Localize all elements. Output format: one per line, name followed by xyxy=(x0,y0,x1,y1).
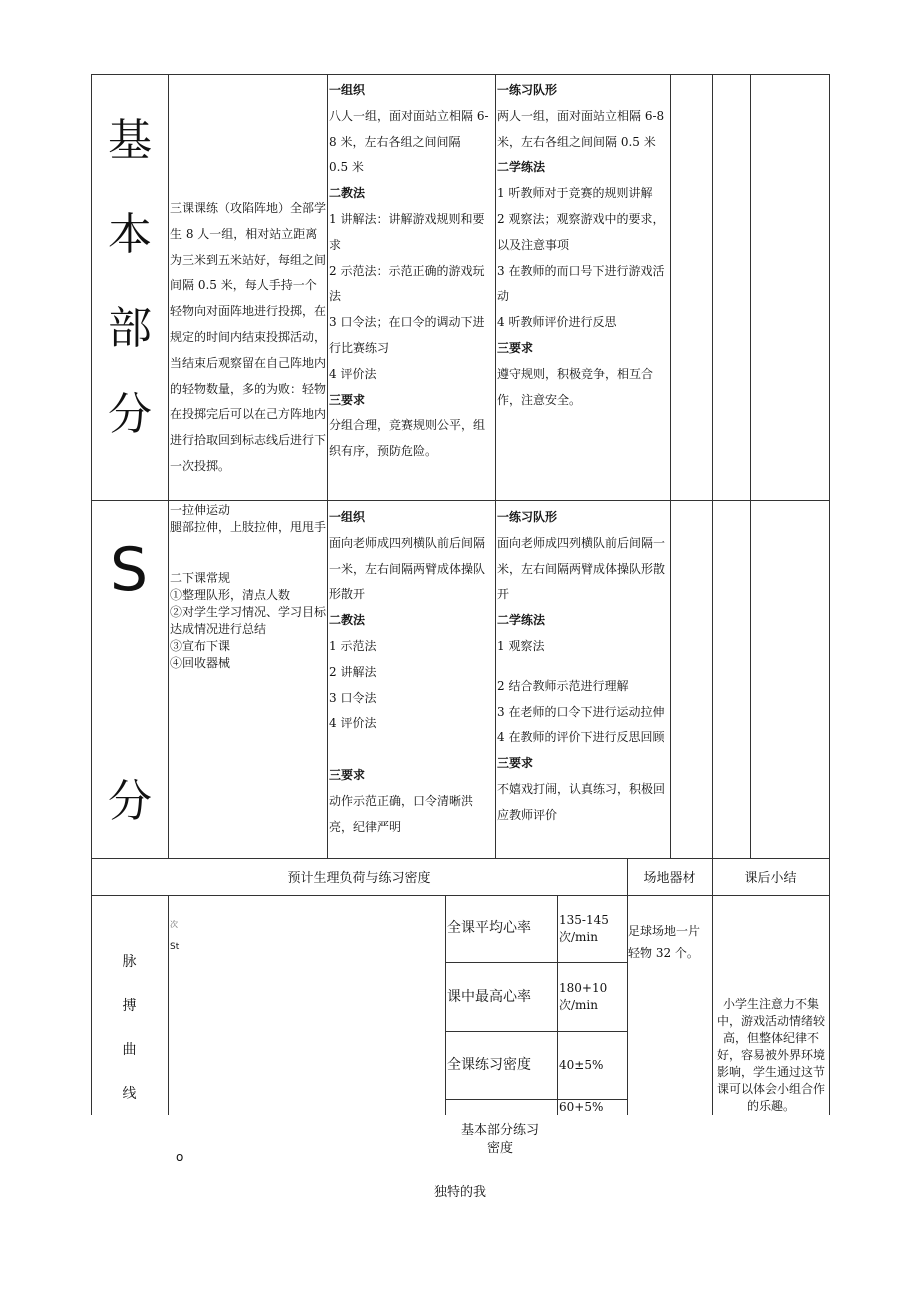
heading: 三要求 xyxy=(329,392,366,407)
text: 1 示范法 xyxy=(329,638,377,653)
summary-text: 小学生注意力不集中，游戏活动情绪较高，但整体纪律不好，容易被外界环境影响，学生通过这节课可以体会小组合作的乐趣。 xyxy=(716,997,825,1113)
text: 遵守规则，积极竞争，相互合作，注意安全。 xyxy=(497,366,654,407)
metric-value: 180+10 次/min xyxy=(559,981,608,1012)
heading: 一组织 xyxy=(329,83,366,97)
text: 动作示范正确，口令清晰洪亮，纪律严明 xyxy=(329,793,474,834)
load-header: 预计生理负荷与练习密度 xyxy=(287,871,431,886)
text: 不嬉戏打闹，认真练习，积极回应教师评价 xyxy=(497,781,666,822)
text: 3 口令法 xyxy=(329,690,377,705)
text: 1 讲解法：讲解游戏规则和要求 xyxy=(329,211,485,252)
metric-value: 40±5% xyxy=(559,1058,604,1072)
text: ③宣布下课 xyxy=(170,639,231,653)
section-char: 本 xyxy=(108,209,152,260)
metric-label: 全课练习密度 xyxy=(447,1057,531,1073)
basic-teacher xyxy=(329,78,495,465)
section-char: 部 xyxy=(108,303,152,354)
text: 3 在教师的而口号下进行游戏活动 xyxy=(497,263,665,304)
text: ④回收器械 xyxy=(170,656,231,670)
chart-y-label-2: St xyxy=(170,942,180,952)
section-char: 分 xyxy=(108,389,152,440)
text: 线 xyxy=(122,1086,137,1102)
text: 4 评价法 xyxy=(329,366,377,381)
pulse-label xyxy=(91,940,168,1116)
basic-content: 三课课练（攻陷阵地）全部学生 8 人一组，相对站立距离为三米到五米站好，每组之间间隔 0.5 米，每人手持一个轻物向对面阵地进行投掷，在规定的时间内结束投掷活动，当结束后观察留在自己阵地内的轻物数量，多的为败：轻物在投掷完后可以在己方阵地内进行拾取回到标志线后进行下一次投掷。 xyxy=(170,201,327,473)
heading: 二学练法 xyxy=(497,160,546,175)
footer-title: 独特的我 xyxy=(433,1185,486,1200)
basic-student xyxy=(497,78,669,413)
metric-label: 全课平均心率 xyxy=(447,920,531,936)
text: 1 听教师对于竞赛的规则讲解 xyxy=(497,186,653,201)
summary-header: 课后小结 xyxy=(744,871,797,886)
text: 二下课常规 xyxy=(170,571,231,585)
text: 4 听教师评价进行反思 xyxy=(497,315,617,330)
section-char: 分 xyxy=(108,776,152,827)
text: 3 口令法；在口令的调动下进行比赛练习 xyxy=(329,315,485,355)
section-char: 基 xyxy=(108,115,152,166)
section-char: S xyxy=(110,535,149,605)
text: 一拉伸运动 xyxy=(170,503,231,517)
heading: 三要求 xyxy=(497,340,534,355)
end-content xyxy=(170,502,326,672)
text: 曲 xyxy=(122,1042,137,1058)
text: 两人一组，面对面站立相隔 6-8 米，左右各组之间间隔 0.5 米 xyxy=(497,108,665,149)
text: 分组合理，竞赛规则公平，组织有序，预防危险。 xyxy=(329,418,486,459)
chart-y-label: 次 xyxy=(170,920,178,929)
text: 1 观察法 xyxy=(497,638,545,653)
end-student xyxy=(497,505,669,829)
text: 面向老师成四列横队前后间隔一米，左右间隔两臂成体操队形散开 xyxy=(329,535,486,602)
heading: 一练习队形 xyxy=(497,83,558,97)
text: 八人一组，面对面站立相隔 6-8 米，左右各组之间间隔 xyxy=(329,108,489,149)
text: 3 在老师的口令下进行运动拉伸 xyxy=(497,704,665,719)
text: 2 示范法：示范正确的游戏玩法 xyxy=(329,263,485,304)
heading: 三要求 xyxy=(497,756,534,771)
metric-label: 课中最高心率 xyxy=(447,989,531,1005)
heading: 二教法 xyxy=(329,186,366,201)
text: 脉 xyxy=(122,954,137,970)
text: 腿部拉伸，上肢拉伸，甩甩手 xyxy=(170,520,327,534)
venue-header: 场地器材 xyxy=(643,871,696,886)
end-teacher xyxy=(329,505,495,841)
text: ②对学生学习情况、学习目标达成情况进行总结 xyxy=(170,605,327,636)
heading: 三要求 xyxy=(329,768,366,783)
text: 4 在教师的评价下进行反思回顾 xyxy=(497,730,665,745)
venue-text: 足球场地一片轻物 32 个。 xyxy=(628,924,701,960)
heading: 二教法 xyxy=(329,613,366,628)
heading: 一练习队形 xyxy=(497,510,558,524)
text: 0.5 米 xyxy=(329,160,364,175)
text: 面向老师成四列横队前后间隔一米，左右间隔两臂成体操队形散开 xyxy=(497,535,666,602)
text: 2 结合教师示范进行理解 xyxy=(497,678,629,693)
metric-value: 135-145 次/min xyxy=(559,913,609,944)
text: ①整理队形，清点人数 xyxy=(170,588,291,602)
text: 2 讲解法 xyxy=(329,664,377,679)
text: 2 观察法；观察游戏中的要求，以及注意事项 xyxy=(497,211,665,252)
heading: 一组织 xyxy=(329,510,366,524)
text: 4 评价法 xyxy=(329,716,377,731)
heading: 二学练法 xyxy=(497,613,546,628)
metric-value: 60+5% xyxy=(559,1100,604,1114)
metric-label: 基本部分练习密度 xyxy=(460,1123,539,1156)
chart-origin: o xyxy=(176,1150,184,1164)
text: 搏 xyxy=(122,998,137,1014)
